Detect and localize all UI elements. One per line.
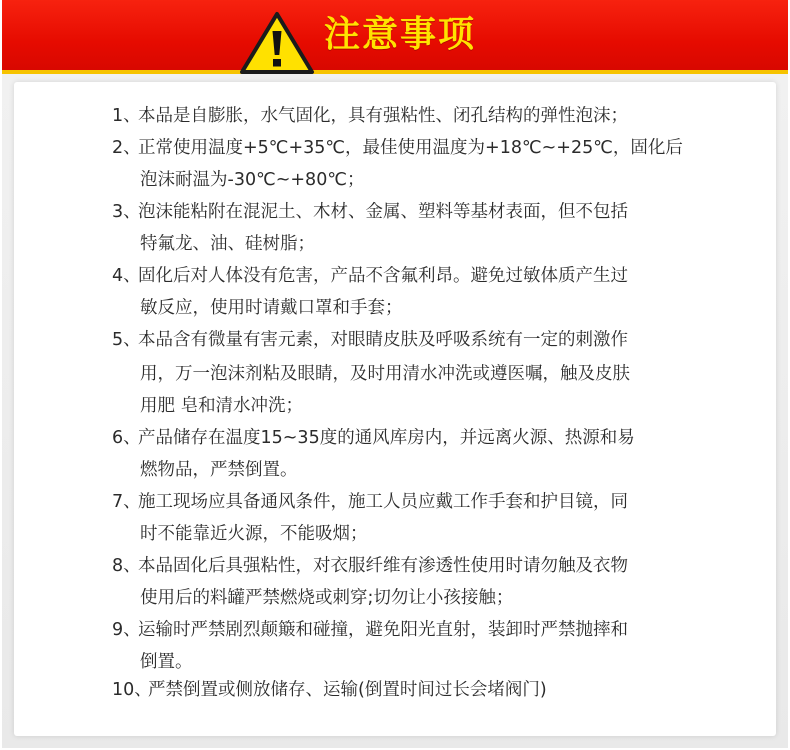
item-line: 倒置。: [140, 652, 193, 672]
item-line: 用，万一泡沫剂粘及眼睛，及时用清水冲洗或遵医嘱，触及皮肤: [140, 364, 630, 384]
item-line: 特氟龙、油、硅树脂；: [140, 234, 315, 254]
page-title: 注意事项: [324, 14, 477, 55]
item-line: 运输时严禁剧烈颠簸和碰撞，避免阳光直射，装卸时严禁抛摔和: [138, 620, 628, 640]
item-line: 使用后的料罐严禁燃烧或刺穿;切勿让小孩接触；: [140, 588, 514, 608]
item-line: 时不能靠近火源，不能吸烟；: [140, 524, 368, 544]
item-number: 10、: [112, 680, 152, 700]
item-number: 2、: [112, 138, 141, 158]
item-line: 严禁倒置或侧放储存、运输(倒置时间过长会堵阀门): [148, 680, 547, 700]
item-number: 4、: [112, 266, 141, 286]
item-number: 8、: [112, 556, 141, 576]
item-line: 泡沫能粘附在混泥土、木材、金属、塑料等基材表面，但不包括: [138, 202, 628, 222]
item-line: 本品固化后具强粘性，对衣服纤维有渗透性使用时请勿触及衣物: [138, 556, 628, 576]
item-line: 泡沫耐温为-30℃~+80℃；: [140, 170, 365, 190]
warning-triangle-icon: [239, 11, 315, 75]
item-line: 本品是自膨胀，水气固化，具有强粘性、闭孔结构的弹性泡沫；: [138, 106, 628, 126]
item-number: 9、: [112, 620, 141, 640]
item-line: 正常使用温度+5℃+35℃，最佳使用温度为+18℃~+25℃，固化后: [138, 138, 683, 158]
item-number: 1、: [112, 106, 141, 126]
item-line: 本品含有微量有害元素，对眼睛皮肤及呼吸系统有一定的刺激作: [138, 330, 628, 350]
item-number: 6、: [112, 428, 141, 448]
item-line: 产品储存在温度15~35度的通风库房内，并远离火源、热源和易: [138, 428, 635, 448]
item-line: 燃物品，严禁倒置。: [140, 460, 298, 480]
item-line: 施工现场应具备通风条件，施工人员应戴工作手套和护目镜，同: [138, 492, 628, 512]
item-line: 用肥 皂和清水冲洗；: [140, 396, 304, 416]
notice-panel: [14, 82, 776, 736]
header-banner: [2, 0, 788, 74]
item-line: 固化后对人体没有危害，产品不含氟利昂。避免过敏体质产生过: [138, 266, 628, 286]
item-number: 5、: [112, 330, 141, 350]
item-line: 敏反应，使用时请戴口罩和手套；: [140, 298, 403, 318]
item-number: 7、: [112, 492, 141, 512]
item-number: 3、: [112, 202, 141, 222]
notice-card: [2, 0, 788, 748]
